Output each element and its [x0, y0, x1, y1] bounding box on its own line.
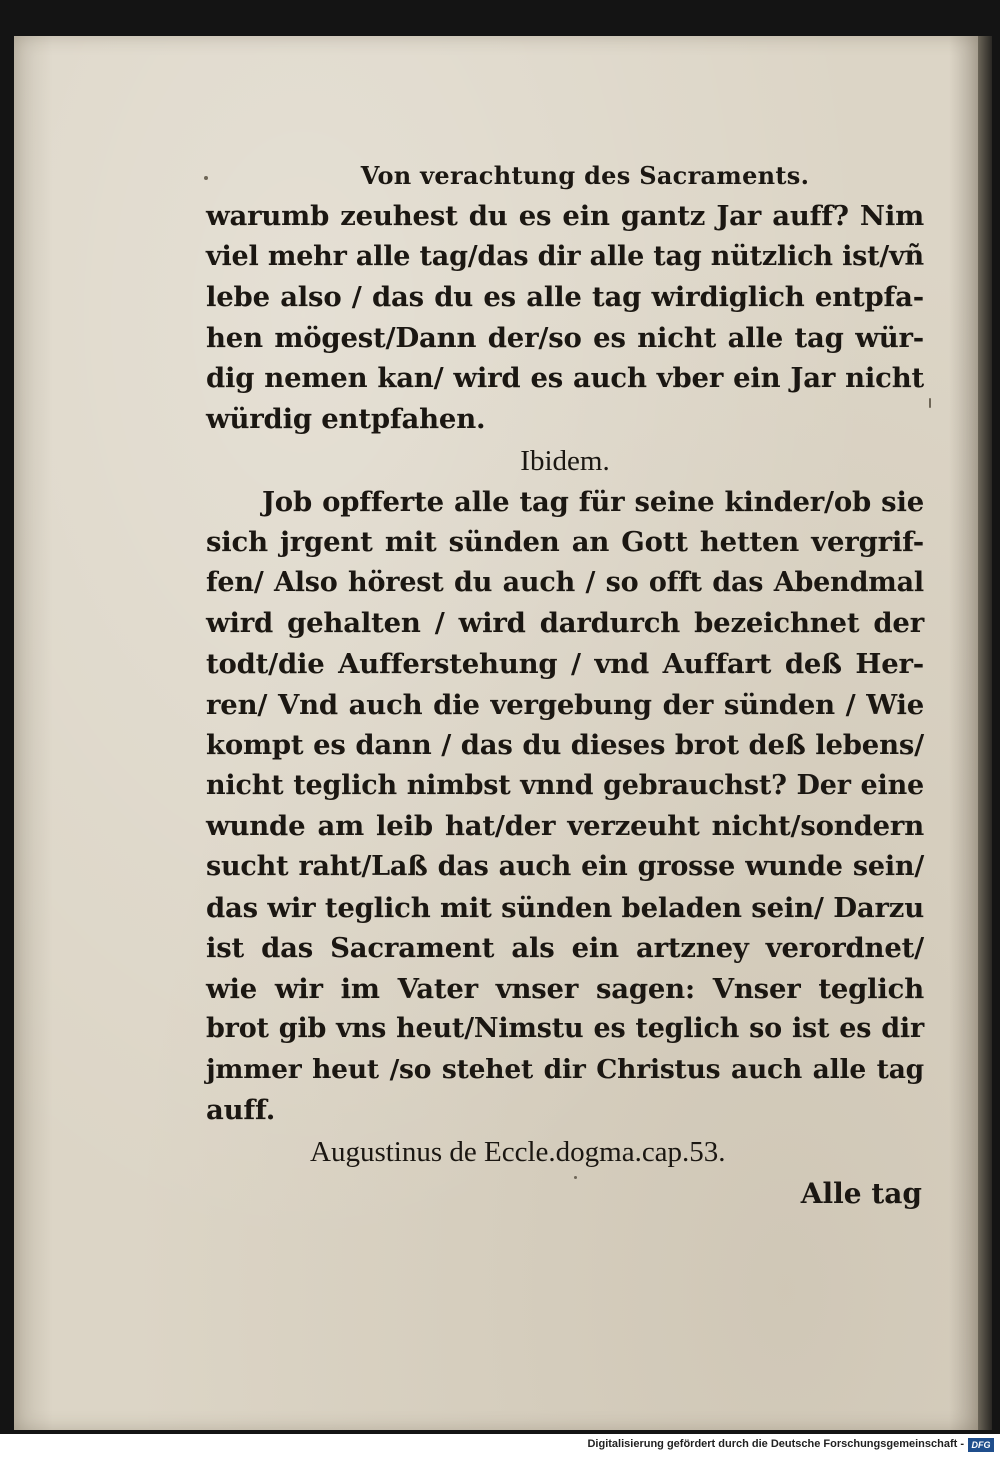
text-line: auff.: [206, 1094, 276, 1127]
text-line: wird gehalten / wird dardurch bezeichnet der: [206, 607, 924, 640]
paragraph-2: [206, 482, 924, 1132]
catchword: Alle tag: [800, 1177, 922, 1211]
citation: Augustinus de Eccle.dogma.cap.53.: [310, 1136, 726, 1169]
text-line: hen mögest/Dann der/so es nicht alle tag wür-: [206, 321, 924, 354]
text-line: würdig entpfahen.: [206, 402, 486, 435]
text-line: brot gib vns heut/Nimstu es teglich so ist es dir: [206, 1013, 924, 1045]
text-line: kompt es dann / das du dieses brot deß lebens/: [206, 729, 924, 762]
section-heading: Ibidem.: [520, 444, 610, 477]
text-line: todt/die Aufferstehung / vnd Auffart deß Her-: [206, 647, 924, 680]
text-line: sich jrgent mit sünden an Gott hetten vergrif-: [206, 526, 924, 559]
running-head: Von verachtung des Sacraments.: [360, 161, 810, 190]
dfg-logo-icon: DFG: [968, 1438, 994, 1452]
text-line: wie wir im Vater vnser sagen: Vnser teglich: [206, 972, 924, 1005]
text-line: nicht teglich nimbst vnnd gebrauchst? Der eine: [206, 769, 924, 801]
text-line: viel mehr alle tag/das dir alle tag nützlich ist/vñ: [206, 240, 924, 272]
text-line: ren/ Vnd auch die vergebung der sünden / Wie: [206, 688, 924, 721]
text-line: wunde am leib hat/der verzeuht nicht/sondern: [206, 810, 924, 843]
text-line: fen/ Also hörest du auch / so offt das Abendmal: [206, 566, 924, 598]
text-line: Job opfferte alle tag für seine kinder/ob sie: [262, 485, 924, 518]
paper-speck: [929, 398, 931, 408]
text-line: dig nemen kan/ wird es auch vber ein Jar nicht: [206, 362, 924, 395]
text-line: das wir teglich mit sünden beladen sein/ Darzu: [206, 891, 924, 924]
funding-credit: Digitalisierung gefördert durch die Deutsche Forschungsgemeinschaft -: [587, 1438, 964, 1450]
text-line: sucht raht/Laß das auch ein grosse wunde sein/: [206, 850, 924, 882]
paragraph-1: [206, 196, 924, 440]
text-line: warumb zeuhest du es ein gantz Jar auff? Nim: [206, 200, 924, 232]
footer-bar: [0, 1434, 1000, 1459]
text-line: lebe also / das du es alle tag wirdiglich entpfa-: [206, 281, 924, 314]
page-edge-shadow: [978, 36, 992, 1430]
text-line: ist das Sacrament als ein artzney verordnet/: [206, 932, 924, 965]
text-line: jmmer heut /so stehet dir Christus auch alle tag: [206, 1053, 924, 1085]
printed-text-block: [206, 160, 924, 1215]
